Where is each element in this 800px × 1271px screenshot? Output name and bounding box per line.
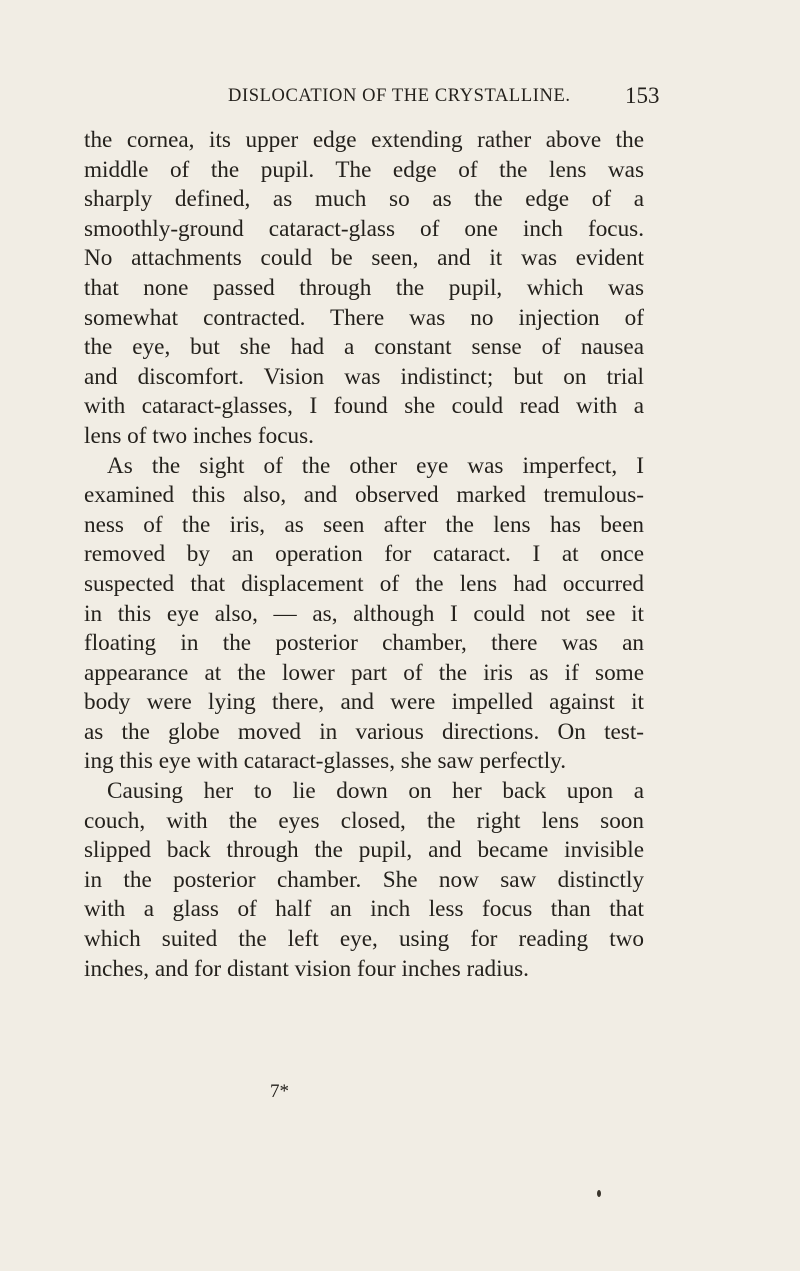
text-line: somewhat contracted. There was no injection of [84,304,644,331]
paragraph-start-line: As the sight of the other eye was imperfect, I [107,452,644,479]
text-line: sharply defined, as much so as the edge of a [84,186,644,213]
body-text [84,126,644,984]
running-head [0,84,800,114]
text-line: floating in the posterior chamber, there was an [84,630,644,657]
paragraph-end-line: inches, and for distant vision four inches radius. [84,955,529,982]
text-line: middle of the pupil. The edge of the lens was [84,156,644,183]
text-line: appearance at the lower part of the iris as if some [84,659,644,686]
text-line: removed by an operation for cataract. I at once [84,541,644,568]
text-line: ness of the iris, as seen after the lens has been [84,511,644,538]
text-line: the cornea, its upper edge extending rather above the [84,127,644,153]
text-line: No attachments could be seen, and it was evident [84,245,644,272]
text-line: slipped back through the pupil, and became invisible [84,837,644,864]
text-line: suspected that displacement of the lens had occurred [84,570,644,597]
ink-speck [597,1190,601,1197]
text-line: as the globe moved in various directions. On test- [84,718,644,745]
text-line: which suited the left eye, using for reading two [84,926,644,953]
paragraph-end-line: ing this eye with cataract-glasses, she saw perfectly. [84,748,567,775]
text-line: with cataract-glasses, I found she could read with a [84,393,644,420]
text-line: and discomfort. Vision was indistinct; but on trial [84,363,644,390]
text-line: in this eye also, — as, although I could not see it [84,600,644,627]
text-line: couch, with the eyes closed, the right lens soon [84,807,644,834]
signature-mark: 7* [270,1081,289,1102]
text-line: with a glass of half an inch less focus than that [84,896,644,923]
text-line: that none passed through the pupil, which was [84,274,644,301]
text-line: smoothly-ground cataract-glass of one inch focus. [84,215,644,242]
text-line: the eye, but she had a constant sense of nausea [84,334,644,361]
paragraph-start-line: Causing her to lie down on her back upon a [107,778,644,805]
page-number: 153 [625,83,660,108]
paragraph-end-line: lens of two inches focus. [84,422,314,449]
running-title: DISLOCATION OF THE CRYSTALLINE. [228,86,571,106]
text-line: body were lying there, and were impelled against it [84,689,644,716]
text-line: examined this also, and observed marked tremulous- [84,482,644,509]
text-line: in the posterior chamber. She now saw distinctly [84,866,644,893]
